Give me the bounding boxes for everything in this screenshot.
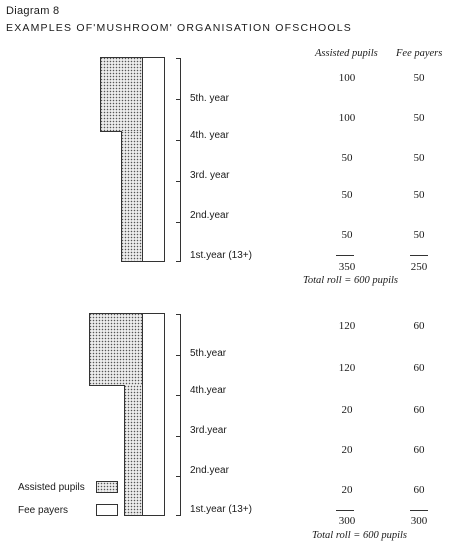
- legend-fee-label: Fee payers: [18, 505, 69, 516]
- diagram-1-assisted-value: 100: [338, 112, 356, 124]
- diagram-1-year-label: 3rd. year: [190, 170, 230, 181]
- fee-payers-column-header: Fee payers: [396, 48, 443, 59]
- diagram-2-fee-value: 60: [413, 484, 425, 496]
- diagram-subtitle: EXAMPLES OF'MUSHROOM' ORGANISATION OFSCHOOLS: [6, 22, 352, 34]
- diagram-2-fee-value: 60: [413, 362, 425, 374]
- diagram-2-fee-payers-bar: [142, 313, 165, 516]
- diagram-1-fee-value: 50: [413, 189, 425, 201]
- diagram-2-year-label: 4th.year: [190, 385, 227, 396]
- legend-fee-swatch: [96, 504, 118, 516]
- diagram-2-assisted-value: 20: [341, 444, 353, 456]
- diagram-title: Diagram 8: [6, 5, 60, 17]
- diagram-2-fee-value: 60: [413, 404, 425, 416]
- diagram-2-total-assisted: 300: [338, 515, 356, 527]
- diagram-1-total-fee: 250: [410, 261, 428, 273]
- diagram-1-year-label: 5th. year: [190, 93, 229, 104]
- legend-assisted-swatch: [96, 481, 118, 493]
- diagram-1-total-roll: Total roll = 600 pupils: [303, 275, 398, 286]
- diagram-2-year-label: 2nd.year: [190, 465, 229, 476]
- diagram-2-year-label: 3rd.year: [190, 425, 227, 436]
- diagram-1-fee-payers-bar: [142, 57, 165, 262]
- diagram-1-fee-value: 50: [413, 112, 425, 124]
- diagram-1-year-label: 4th. year: [190, 130, 229, 141]
- diagram-2-year-label: 5th.year: [190, 348, 227, 359]
- diagram-2-assisted-value: 120: [338, 320, 356, 332]
- diagram-1-year-label: 1st.year (13+): [190, 250, 252, 261]
- diagram-2-assisted-value: 20: [341, 484, 353, 496]
- diagram-2-year-label: 1st.year (13+): [190, 504, 252, 515]
- diagram-1-fee-value: 50: [413, 229, 425, 241]
- diagram-1-assisted-value: 100: [338, 72, 356, 84]
- diagram-1-assisted-value: 50: [341, 152, 353, 164]
- legend-assisted-label: Assisted pupils: [18, 482, 85, 493]
- assisted-pupils-column-header: Assisted pupils: [315, 48, 378, 59]
- diagram-1-year-label: 2nd.year: [190, 210, 229, 221]
- diagram-2-year-axis: [180, 314, 181, 515]
- diagram-1-total-assisted: 350: [338, 261, 356, 273]
- diagram-1-year-axis: [180, 58, 181, 261]
- diagram-2-fee-value: 60: [413, 320, 425, 332]
- diagram-2-total-fee: 300: [410, 515, 428, 527]
- diagram-1-fee-value: 50: [413, 152, 425, 164]
- diagram-2-fee-value: 60: [413, 444, 425, 456]
- diagram-2-total-roll: Total roll = 600 pupils: [312, 530, 407, 541]
- diagram-1-fee-value: 50: [413, 72, 425, 84]
- diagram-1-assisted-value: 50: [341, 189, 353, 201]
- diagram-1-assisted-value: 50: [341, 229, 353, 241]
- diagram-2-assisted-value: 20: [341, 404, 353, 416]
- diagram-2-assisted-value: 120: [338, 362, 356, 374]
